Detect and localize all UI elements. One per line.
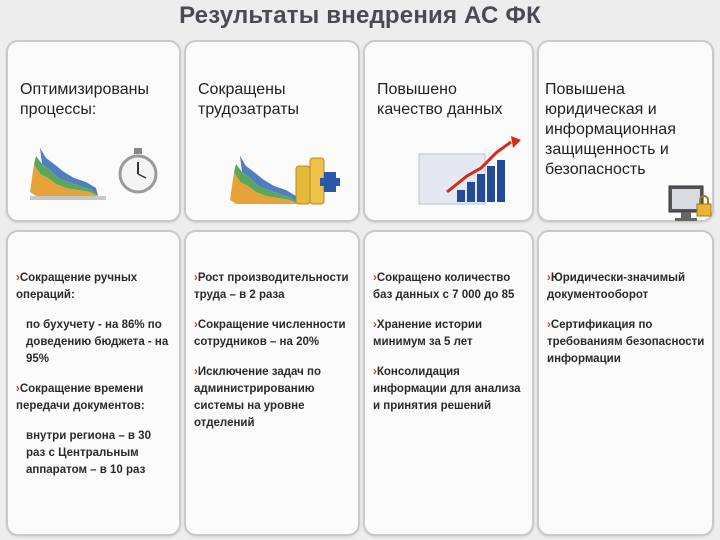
- bullet-marker-icon: ›: [194, 319, 198, 331]
- card-bottom-processes: [6, 230, 181, 536]
- bullet-marker-icon: ›: [194, 272, 198, 284]
- card-bottom-quality: [363, 230, 534, 536]
- stopwatch-chart-icon: [26, 134, 166, 206]
- list-item: ›Хранение истории минимум за 5 лет: [373, 319, 483, 348]
- list-item: ›Консолидация информации для анализа и принятия решений: [373, 366, 521, 412]
- bullet-list: [547, 270, 706, 381]
- bullet-marker-icon: ›: [16, 383, 20, 395]
- bullet-list: [16, 270, 173, 485]
- bullet-marker-icon: ›: [373, 272, 377, 284]
- list-item: ›Исключение задач по администрированию системы на уровне отделений: [194, 366, 321, 429]
- card-top-labor: [184, 40, 360, 222]
- card-heading: Сокращены трудозатраты: [198, 81, 300, 118]
- list-item: ›Сокращение времени передачи документов:: [16, 383, 145, 412]
- bullet-marker-icon: ›: [547, 272, 551, 284]
- bar-growth-chart-icon: [417, 132, 527, 214]
- list-item-sub: по бухучету - на 86% по доведению бюджета - на 95%: [26, 319, 169, 365]
- bullet-list: [194, 270, 352, 445]
- list-item: ›Сокращение численности сотрудников – на 20%: [194, 319, 346, 348]
- card-bottom-security: [537, 230, 714, 536]
- bullet-marker-icon: ›: [373, 366, 377, 378]
- bullet-marker-icon: ›: [547, 319, 551, 331]
- list-item: ›Рост производительности труда – в 2 раза: [194, 272, 349, 301]
- card-bottom-labor: [184, 230, 360, 536]
- list-item: ›Сокращение ручных операций:: [16, 272, 138, 301]
- coins-chart-icon: [226, 142, 346, 212]
- card-top-quality: [363, 40, 534, 222]
- card-heading: Повышена юридическая и информационная защищенность и безопасность: [545, 81, 676, 178]
- card-heading: Оптимизированы процессы:: [20, 81, 149, 118]
- page-title: Результаты внедрения АС ФК: [179, 2, 541, 29]
- list-item: ›Сертификация по требованиям безопасности информации: [547, 319, 705, 365]
- monitor-lock-icon: [667, 184, 713, 224]
- bullet-marker-icon: ›: [16, 272, 20, 284]
- bullet-marker-icon: ›: [194, 366, 198, 378]
- card-top-processes: [6, 40, 181, 222]
- list-item: ›Сокращено количество баз данных с 7 000 до 85: [373, 272, 515, 301]
- card-top-security: [537, 40, 714, 222]
- list-item: ›Юридически-значимый документооборот: [547, 272, 686, 301]
- card-heading: Повышено качество данных: [377, 81, 503, 118]
- bullet-marker-icon: ›: [373, 319, 377, 331]
- bullet-list: [373, 270, 526, 428]
- list-item-sub: внутри региона – в 30 раз с Центральным аппаратом – в 10 раз: [26, 430, 151, 476]
